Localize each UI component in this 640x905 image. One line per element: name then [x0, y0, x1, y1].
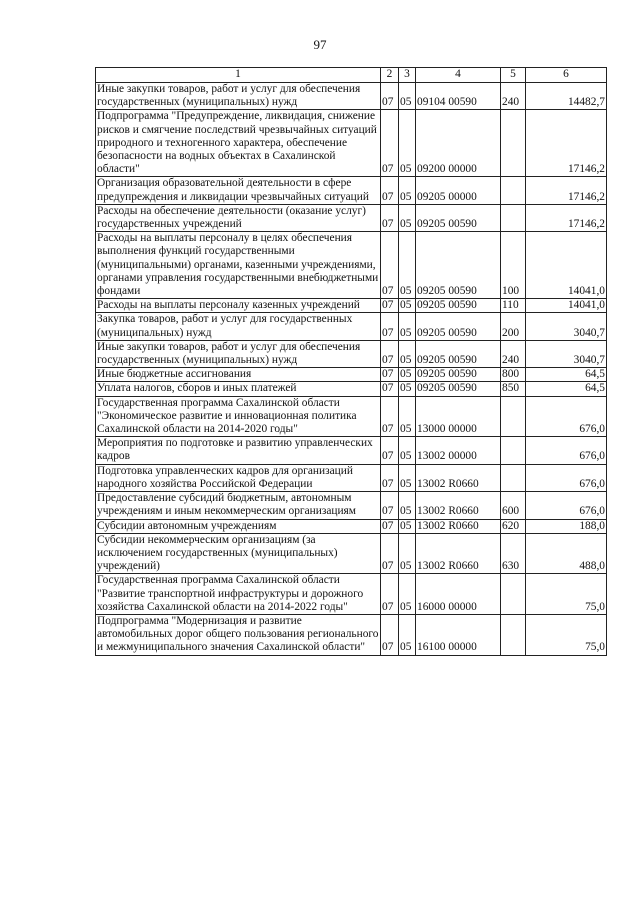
- expense-type-code: 620: [501, 519, 526, 533]
- row-description: Субсидии автономным учреждениям: [96, 519, 381, 533]
- row-description: Мероприятия по подготовке и развитию управленческих кадров: [96, 437, 381, 464]
- target-article-code: 16100 00000: [416, 614, 501, 655]
- subsection-code: 05: [399, 464, 416, 491]
- table-row: [96, 614, 607, 655]
- row-description: Иные закупки товаров, работ и услуг для обеспечения государственных (муниципальных) нужд: [96, 83, 381, 110]
- amount: 64,5: [526, 382, 607, 396]
- target-article-code: 13002 R0660: [416, 464, 501, 491]
- section-code: 07: [381, 614, 399, 655]
- table-row: [96, 464, 607, 491]
- amount: 676,0: [526, 464, 607, 491]
- target-article-code: 09200 00000: [416, 110, 501, 177]
- expense-type-code: 850: [501, 382, 526, 396]
- amount: 17146,2: [526, 204, 607, 231]
- subsection-code: 05: [399, 533, 416, 574]
- subsection-code: 05: [399, 110, 416, 177]
- table-row: [96, 83, 607, 110]
- section-code: 07: [381, 382, 399, 396]
- table-row: [96, 519, 607, 533]
- expense-type-code: 200: [501, 313, 526, 340]
- expense-type-code: [501, 464, 526, 491]
- subsection-code: 05: [399, 519, 416, 533]
- subsection-code: 05: [399, 396, 416, 437]
- row-description: Расходы на обеспечение деятельности (оказание услуг) государственных учреждений: [96, 204, 381, 231]
- subsection-code: 05: [399, 204, 416, 231]
- target-article-code: 09205 00590: [416, 340, 501, 367]
- table-row: [96, 492, 607, 519]
- amount: 17146,2: [526, 177, 607, 204]
- subsection-code: 05: [399, 574, 416, 615]
- subsection-code: 05: [399, 340, 416, 367]
- section-code: 07: [381, 232, 399, 299]
- row-description: Организация образовательной деятельности в сфере предупреждения и ликвидации чрезвычайных ситуаций: [96, 177, 381, 204]
- target-article-code: 13002 R0660: [416, 533, 501, 574]
- expense-type-code: [501, 110, 526, 177]
- expense-type-code: [501, 177, 526, 204]
- subsection-code: 05: [399, 177, 416, 204]
- row-description: Государственная программа Сахалинской области "Экономическое развитие и инновационная политика Сахалинской области на 2014-2020 годы": [96, 396, 381, 437]
- amount: 14482,7: [526, 83, 607, 110]
- section-code: 07: [381, 396, 399, 437]
- header-cell: 2: [381, 68, 399, 83]
- section-code: 07: [381, 204, 399, 231]
- amount: 3040,7: [526, 340, 607, 367]
- amount: 17146,2: [526, 110, 607, 177]
- section-code: 07: [381, 299, 399, 313]
- target-article-code: 13002 R0660: [416, 492, 501, 519]
- table-row: [96, 232, 607, 299]
- subsection-code: 05: [399, 313, 416, 340]
- subsection-code: 05: [399, 232, 416, 299]
- table-row: [96, 110, 607, 177]
- subsection-code: 05: [399, 299, 416, 313]
- section-code: 07: [381, 368, 399, 382]
- amount: 14041,0: [526, 299, 607, 313]
- expense-type-code: 600: [501, 492, 526, 519]
- target-article-code: 09205 00590: [416, 368, 501, 382]
- table-row: [96, 177, 607, 204]
- amount: 75,0: [526, 574, 607, 615]
- row-description: Закупка товаров, работ и услуг для государственных (муниципальных) нужд: [96, 313, 381, 340]
- table-row: [96, 396, 607, 437]
- budget-table: [95, 67, 607, 656]
- expense-type-code: 240: [501, 340, 526, 367]
- amount: 188,0: [526, 519, 607, 533]
- target-article-code: 09104 00590: [416, 83, 501, 110]
- subsection-code: 05: [399, 437, 416, 464]
- expense-type-code: 110: [501, 299, 526, 313]
- section-code: 07: [381, 340, 399, 367]
- subsection-code: 05: [399, 83, 416, 110]
- expense-type-code: [501, 396, 526, 437]
- section-code: 07: [381, 177, 399, 204]
- target-article-code: 09205 00590: [416, 299, 501, 313]
- table-row: [96, 340, 607, 367]
- expense-type-code: [501, 614, 526, 655]
- table-row: [96, 313, 607, 340]
- target-article-code: 16000 00000: [416, 574, 501, 615]
- header-cell: 5: [501, 68, 526, 83]
- expense-type-code: [501, 437, 526, 464]
- expense-type-code: 240: [501, 83, 526, 110]
- section-code: 07: [381, 83, 399, 110]
- amount: 488,0: [526, 533, 607, 574]
- amount: 676,0: [526, 396, 607, 437]
- section-code: 07: [381, 574, 399, 615]
- section-code: 07: [381, 464, 399, 491]
- section-code: 07: [381, 110, 399, 177]
- table-row: [96, 382, 607, 396]
- amount: 676,0: [526, 437, 607, 464]
- page-number: 97: [313, 37, 327, 52]
- table-row: [96, 437, 607, 464]
- target-article-code: 09205 00590: [416, 232, 501, 299]
- target-article-code: 13002 R0660: [416, 519, 501, 533]
- expense-type-code: 800: [501, 368, 526, 382]
- header-cell: 4: [416, 68, 501, 83]
- table-row: [96, 368, 607, 382]
- subsection-code: 05: [399, 614, 416, 655]
- row-description: Иные бюджетные ассигнования: [96, 368, 381, 382]
- target-article-code: 09205 00000: [416, 177, 501, 204]
- table-row: [96, 204, 607, 231]
- row-description: Расходы на выплаты персоналу казенных учреждений: [96, 299, 381, 313]
- section-code: 07: [381, 533, 399, 574]
- subsection-code: 05: [399, 492, 416, 519]
- target-article-code: 13000 00000: [416, 396, 501, 437]
- header-cell: 1: [96, 68, 381, 83]
- row-description: Расходы на выплаты персоналу в целях обеспечения выполнения функций государственными (муниципальными) органами, казенными учреждениями, органами управления государственными внебюджетными фондами: [96, 232, 381, 299]
- expense-type-code: 630: [501, 533, 526, 574]
- target-article-code: 13002 00000: [416, 437, 501, 464]
- subsection-code: 05: [399, 382, 416, 396]
- header-cell: 6: [526, 68, 607, 83]
- amount: 64,5: [526, 368, 607, 382]
- amount: 14041,0: [526, 232, 607, 299]
- expense-type-code: [501, 204, 526, 231]
- table-row: [96, 299, 607, 313]
- header-cell: 3: [399, 68, 416, 83]
- table-header-row: [96, 68, 607, 83]
- row-description: Уплата налогов, сборов и иных платежей: [96, 382, 381, 396]
- row-description: Предоставление субсидий бюджетным, автономным учреждениям и иным некоммерческим организациям: [96, 492, 381, 519]
- row-description: Подготовка управленческих кадров для организаций народного хозяйства Российской Федерации: [96, 464, 381, 491]
- row-description: Субсидии некоммерческим организациям (за исключением государственных (муниципальных) учреждений): [96, 533, 381, 574]
- section-code: 07: [381, 519, 399, 533]
- target-article-code: 09205 00590: [416, 313, 501, 340]
- target-article-code: 09205 00590: [416, 204, 501, 231]
- amount: 3040,7: [526, 313, 607, 340]
- expense-type-code: [501, 574, 526, 615]
- table-row: [96, 574, 607, 615]
- row-description: Подпрограмма "Модернизация и развитие автомобильных дорог общего пользования регионального и межмуниципального значения Сахалинской области": [97, 614, 379, 654]
- section-code: 07: [381, 492, 399, 519]
- amount: 676,0: [526, 492, 607, 519]
- target-article-code: 09205 00590: [416, 382, 501, 396]
- table-row: [96, 533, 607, 574]
- section-code: 07: [381, 437, 399, 464]
- row-description: Иные закупки товаров, работ и услуг для обеспечения государственных (муниципальных) нужд: [96, 340, 381, 367]
- subsection-code: 05: [399, 368, 416, 382]
- row-description: Государственная программа Сахалинской области "Развитие транспортной инфраструктуры и дорожного хозяйства Сахалинской области на 2014-2022 годы": [96, 574, 381, 615]
- row-description: Подпрограмма "Предупреждение, ликвидация, снижение рисков и смягчение последствий чрезвычайных ситуаций природного и техногенного характера, обеспечение безопасности на водных объектах в Сахалинской области": [96, 110, 381, 177]
- amount: 75,0: [526, 614, 607, 655]
- expense-type-code: 100: [501, 232, 526, 299]
- section-code: 07: [381, 313, 399, 340]
